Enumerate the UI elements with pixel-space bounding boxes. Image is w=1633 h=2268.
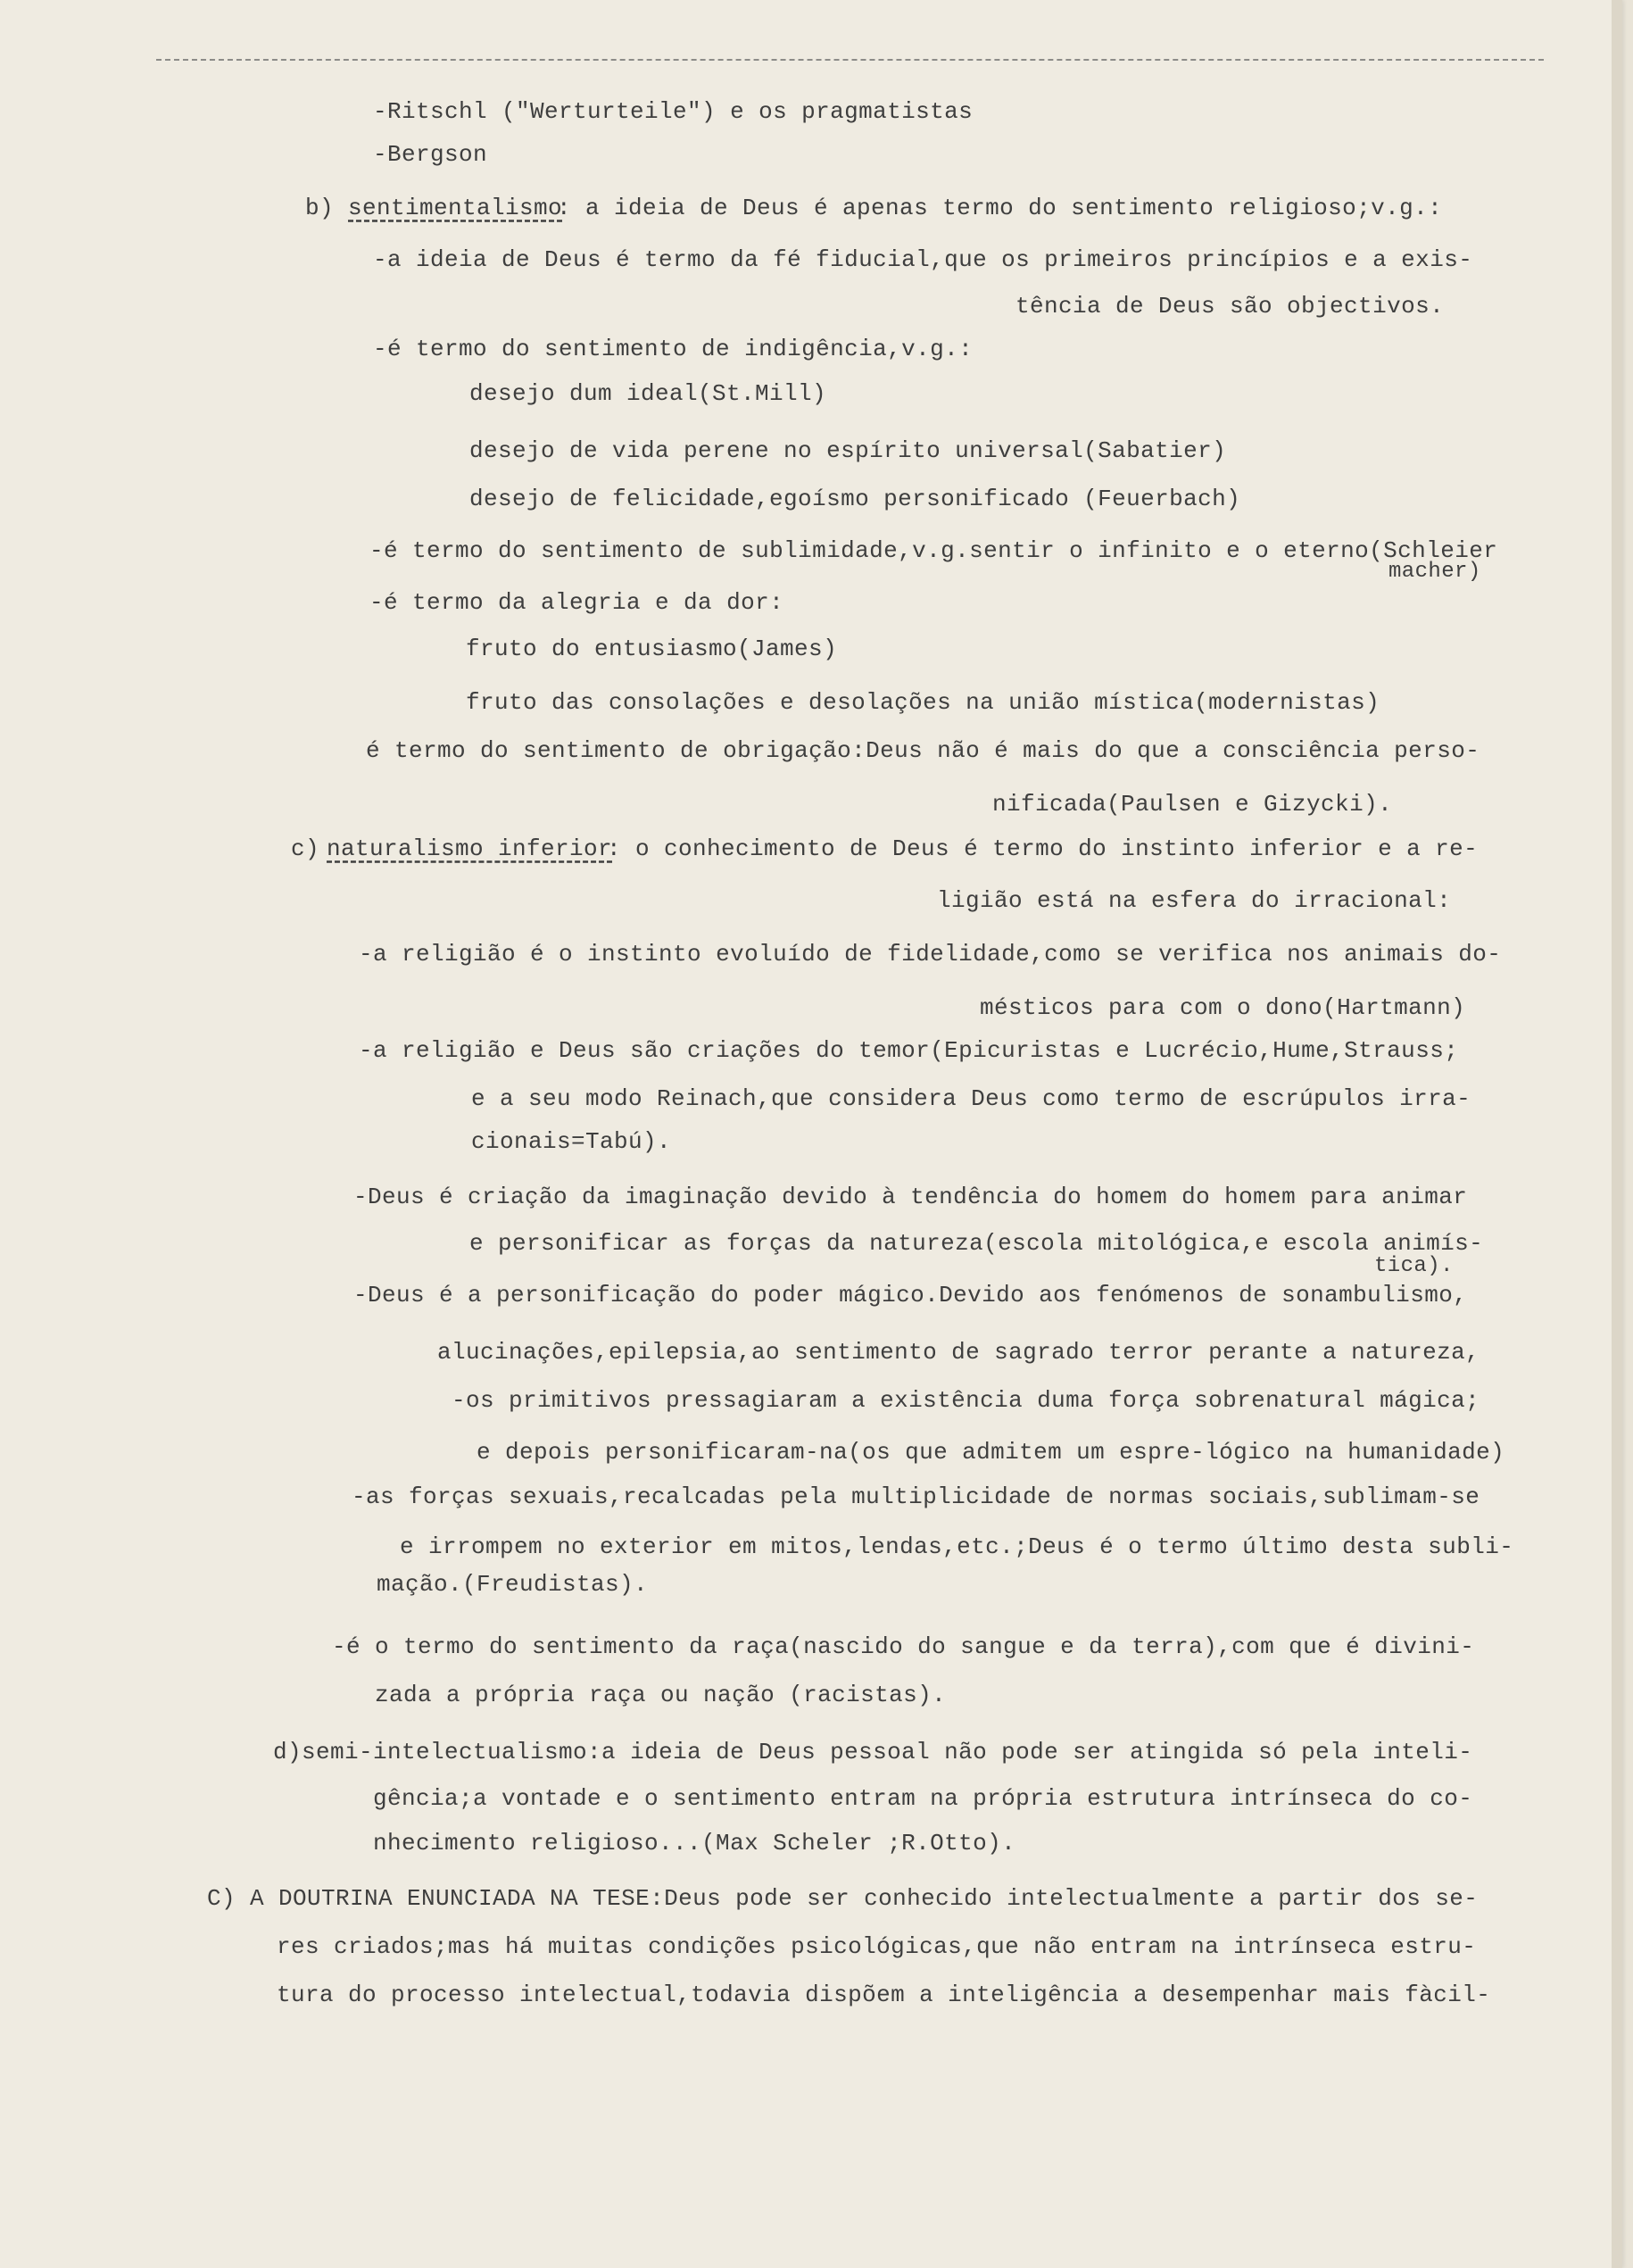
section-label: c): [291, 835, 320, 862]
text-line: desejo de felicidade,egoísmo personificado (Feuerbach): [469, 486, 1241, 512]
text-line: -os primitivos pressagiaram a existência duma força sobrenatural mágica;: [452, 1387, 1480, 1414]
text-line: res criados;mas há muitas condições psicológicas,que não entram na intrínseca estru-: [277, 1933, 1477, 1960]
text-line: e irrompem no exterior em mitos,lendas,etc.;Deus é o termo último desta subli-: [400, 1533, 1514, 1560]
text-line: é termo do sentimento de obrigação:Deus não é mais do que a consciência perso-: [366, 737, 1480, 764]
text-line: -a ideia de Deus é termo da fé fiducial,que os primeiros princípios e a exis-: [373, 246, 1473, 273]
text-line: mação.(Freudistas).: [377, 1571, 649, 1598]
text-line: -Bergson: [373, 141, 488, 168]
text-line: alucinações,epilepsia,ao sentimento de sagrado terror perante a natureza,: [437, 1339, 1480, 1366]
text-line: -a religião e Deus são criações do temor(Epicuristas e Lucrécio,Hume,Strauss;: [359, 1037, 1459, 1064]
text-line: gência;a vontade e o sentimento entram na própria estrutura intrínseca do co-: [373, 1785, 1473, 1812]
section-heading: C) A DOUTRINA ENUNCIADA NA TESE:Deus pode ser conhecido intelectualmente a partir dos se-: [207, 1885, 1479, 1912]
text-line: e a seu modo Reinach,que considera Deus como termo de escrúpulos irra-: [471, 1085, 1471, 1112]
text-line: : o conhecimento de Deus é termo do instinto inferior e a re-: [607, 835, 1479, 862]
text-line: -Deus é a personificação do poder mágico.Devido aos fenómenos de sonambulismo,: [353, 1282, 1468, 1308]
text-line: desejo dum ideal(St.Mill): [469, 380, 827, 407]
paper-edge: [1612, 0, 1622, 2268]
text-line: fruto do entusiasmo(James): [466, 636, 838, 662]
section-label: b): [305, 195, 335, 221]
text-line: mésticos para com o dono(Hartmann): [980, 994, 1466, 1021]
text-line: nificada(Paulsen e Gizycki).: [992, 791, 1393, 818]
text-line: macher): [1388, 560, 1481, 584]
text-line: tica).: [1374, 1254, 1454, 1278]
text-line: -a religião é o instinto evoluído de fidelidade,como se verifica nos animais do-: [359, 941, 1502, 968]
text-line: : a ideia de Deus é apenas termo do sentimento religioso;v.g.:: [557, 195, 1443, 221]
section-heading: naturalismo inferior: [327, 835, 613, 862]
text-line: -é o termo do sentimento da raça(nascido do sangue e da terra),com que é divini-: [332, 1633, 1475, 1660]
text-line: e depois personificaram-na(os que admitem um espre-lógico na humanidade): [477, 1439, 1505, 1466]
text-line: desejo de vida perene no espírito universal(Sabatier): [469, 437, 1227, 464]
text-line: tência de Deus são objectivos.: [1015, 293, 1445, 320]
text-line: nhecimento religioso...(Max Scheler ;R.Otto).: [373, 1830, 1016, 1857]
top-rule: [156, 59, 1544, 61]
text-line: zada a própria raça ou nação (racistas).: [375, 1682, 947, 1708]
text-line: -é termo do sentimento de sublimidade,v.g.sentir o infinito e o eterno(Schleier: [369, 537, 1498, 564]
text-line: -as forças sexuais,recalcadas pela multiplicidade de normas sociais,sublimam-se: [352, 1483, 1480, 1510]
text-line: fruto das consolações e desolações na união mística(modernistas): [466, 689, 1380, 716]
text-line: -Deus é criação da imaginação devido à tendência do homem do homem para animar: [353, 1184, 1468, 1210]
text-line: cionais=Tabú).: [471, 1128, 672, 1155]
text-line: e personificar as forças da natureza(escola mitológica,e escola animís-: [469, 1230, 1484, 1257]
text-line: -é termo do sentimento de indigência,v.g.:: [373, 336, 974, 362]
text-line: tura do processo intelectual,todavia dispõem a inteligência a desempenhar mais fàcil-: [277, 1981, 1491, 2008]
section-heading: sentimentalismo: [348, 195, 563, 221]
text-line: ligião está na esfera do irracional:: [937, 887, 1452, 914]
text-line: -Ritschl ("Werturteile") e os pragmatistas: [373, 98, 974, 125]
section-heading: d)semi-intelectualismo:a ideia de Deus pessoal não pode ser atingida só pela inteli-: [273, 1739, 1473, 1765]
text-line: -é termo da alegria e da dor:: [369, 589, 784, 616]
